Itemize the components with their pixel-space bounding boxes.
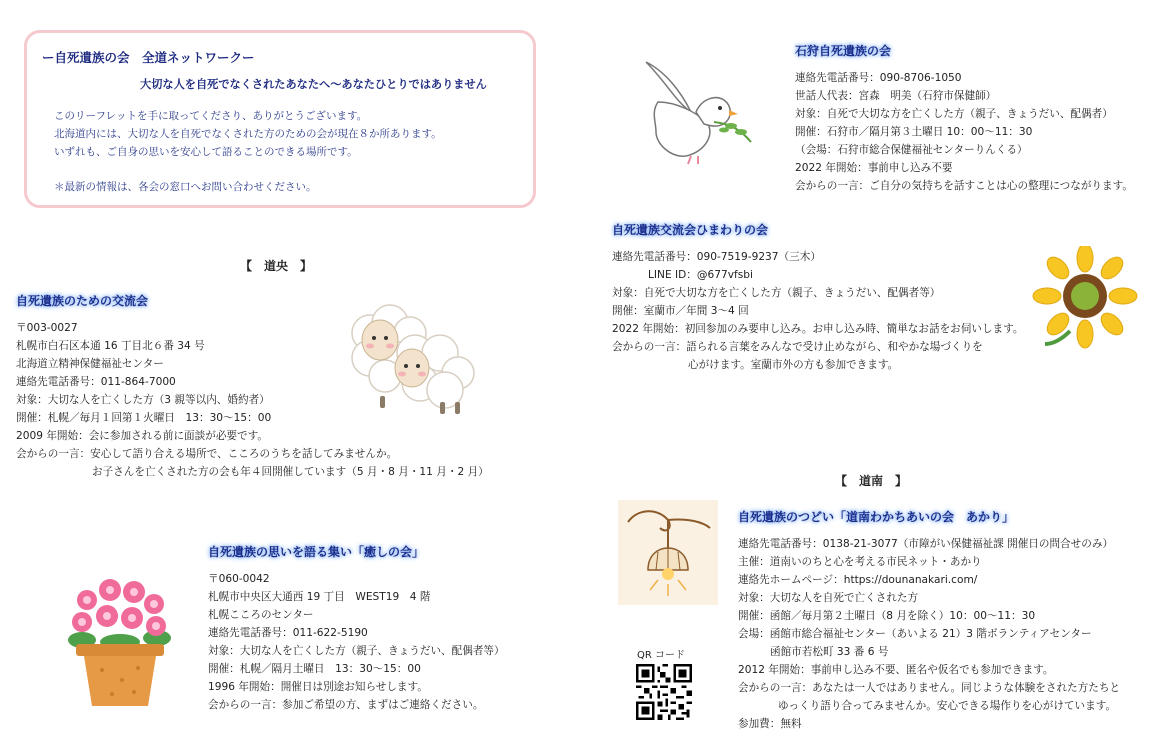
group-line: 会からの一言：あなたは一人ではありません。同じような体験をされた方たちと [738,682,1121,694]
qr-label: QR コード [637,650,685,661]
dove-illustration [636,52,766,167]
group-line: 札幌市中央区大通西 19 丁目 WEST19 4 階 [208,591,431,603]
group-line: 〒003-0027 [16,322,78,334]
group-line: 2009 年開始：会に参加される前に面談が必要です。 [16,430,268,442]
intro-note: ＊最新の情報は、各会の窓口へお問い合わせください。 [54,181,317,193]
intro-paragraph: 北海道内には、大切な人を自死でなくされた方のための会が現在８か所あります。 [54,128,442,140]
group-line: 2012 年開始：事前申し込み不要、匿名や仮名でも参加できます。 [738,664,1054,676]
group-line: 対象：大切な人を自死で亡くされた方 [738,592,919,604]
group-line: 連絡先ホームページ：https://dounanakari.com/ [738,574,978,586]
group-line: 北海道立精神保健福祉センター [16,358,164,370]
group-line: 連絡先電話番号：090-8706-1050 [795,72,962,84]
group-line: 対象：自死で大切な方を亡くした方（親子、きょうだい、配偶者等） [612,287,941,299]
group-line: 函館市若松町 33 番 6 号 [770,646,889,658]
sheep-illustration [340,298,480,418]
intro-title: ー自死遺族の会 全道ネットワークー [42,50,255,65]
sunflower-illustration [1030,246,1140,351]
group-line: 1996 年開始：開催日は別途お知らせします。 [208,681,428,693]
group-line: 連絡先電話番号：011-864-7000 [16,376,176,388]
group-line: 2022 年開始：事前申し込み不要 [795,162,953,174]
group-line: 心がけます。室蘭市外の方も参加できます。 [688,359,899,371]
group-line: 開催：函館／毎月第２土曜日（8 月を除く）10：00～11：30 [738,610,1036,622]
group-line: お子さんを亡くされた方の会も年４回開催しています（5 月・8 月・11 月・2 月） [92,466,489,478]
group-line: 世話人代表：宮森 明美（石狩市保健師） [795,90,997,102]
group-line: ゆっくり語り合ってみませんか。安心できる場作りを心がけています。 [778,700,1117,712]
group-line: 対象：自死で大切な方を亡くした方（親子、きょうだい、配偶者） [795,108,1113,120]
group-line: 〒060-0042 [208,573,270,585]
group-title-iyashi: 自死遺族の思いを語る集い「癒しの会」 [208,545,425,559]
flower-pot-illustration [62,570,177,710]
lamp-illustration [618,500,718,605]
region-heading-dounan: 【 道南 】 [835,474,908,488]
group-line: 開催：室蘭市／年間 3～4 回 [612,305,749,317]
group-line: 開催：札幌／毎月１回第１火曜日 13：30～15：00 [16,412,272,424]
group-line: 会からの一言：語られる言葉をみんなで受け止めながら、和やかな場づくりを [612,341,983,353]
group-line: 連絡先電話番号：011-622-5190 [208,627,368,639]
group-title-akari: 自死遺族のつどい「道南わかちあいの会 あかり」 [738,510,1015,524]
group-line: 会からの一言：参加ご希望の方、まずはご連絡ください。 [208,699,484,711]
region-heading-douou: 【 道央 】 [240,259,313,273]
group-line: 対象：大切な人を亡くした方（3 親等以内、婚約者） [16,394,270,406]
group-line: （会場：石狩市総合保健福祉センターりんくる） [795,144,1028,156]
qr-code[interactable] [636,664,692,720]
group-line: 2022 年開始：初回参加のみ要申し込み。お申し込み時、簡単なお話をお伺いします。 [612,323,1024,335]
group-line: 開催：札幌／隔月土曜日 13：30～15：00 [208,663,421,675]
intro-paragraph: このリーフレットを手に取ってくださり、ありがとうございます。 [54,110,368,122]
group-line: 参加費：無料 [738,718,802,730]
group-line: 開催：石狩市／隔月第３土曜日 10：00～11：30 [795,126,1033,138]
group-line: 会からの一言：ご自分の気持ちを話すことは心の整理につながります。 [795,180,1133,192]
group-line: 主催：道南いのちと心を考える市民ネット・あかり [738,556,982,568]
group-line: 会場：函館市総合福祉センター（あいよる 21）3 階ボランティアセンター [738,628,1092,640]
group-line: 札幌こころのセンター [208,609,314,621]
group-title-himawari: 自死遺族交流会ひまわりの会 [612,223,769,237]
group-line: 対象：大切な人を亡くした方（親子、きょうだい、配偶者等） [208,645,505,657]
intro-paragraph: いずれも、ご自身の思いを安心して語ることのできる場所です。 [54,146,358,158]
group-line: 連絡先電話番号：090-7519-9237（三木） [612,251,821,263]
group-line: 会からの一言：安心して語り合える場所で、こころのうちを話してみませんか。 [16,448,398,460]
group-line: LINE ID：@677vfsbi [648,269,753,281]
intro-subtitle: 大切な人を自死でなくされたあなたへ～あなたひとりではありません [140,78,487,91]
group-title-koryukai: 自死遺族のための交流会 [16,294,149,308]
group-line: 札幌市白石区本通 16 丁目北６番 34 号 [16,340,205,352]
group-line: 連絡先電話番号：0138-21-3077（市障がい保健福祉課 開催日の問合せのみ） [738,538,1114,550]
group-title-ishikari: 石狩自死遺族の会 [795,44,892,58]
